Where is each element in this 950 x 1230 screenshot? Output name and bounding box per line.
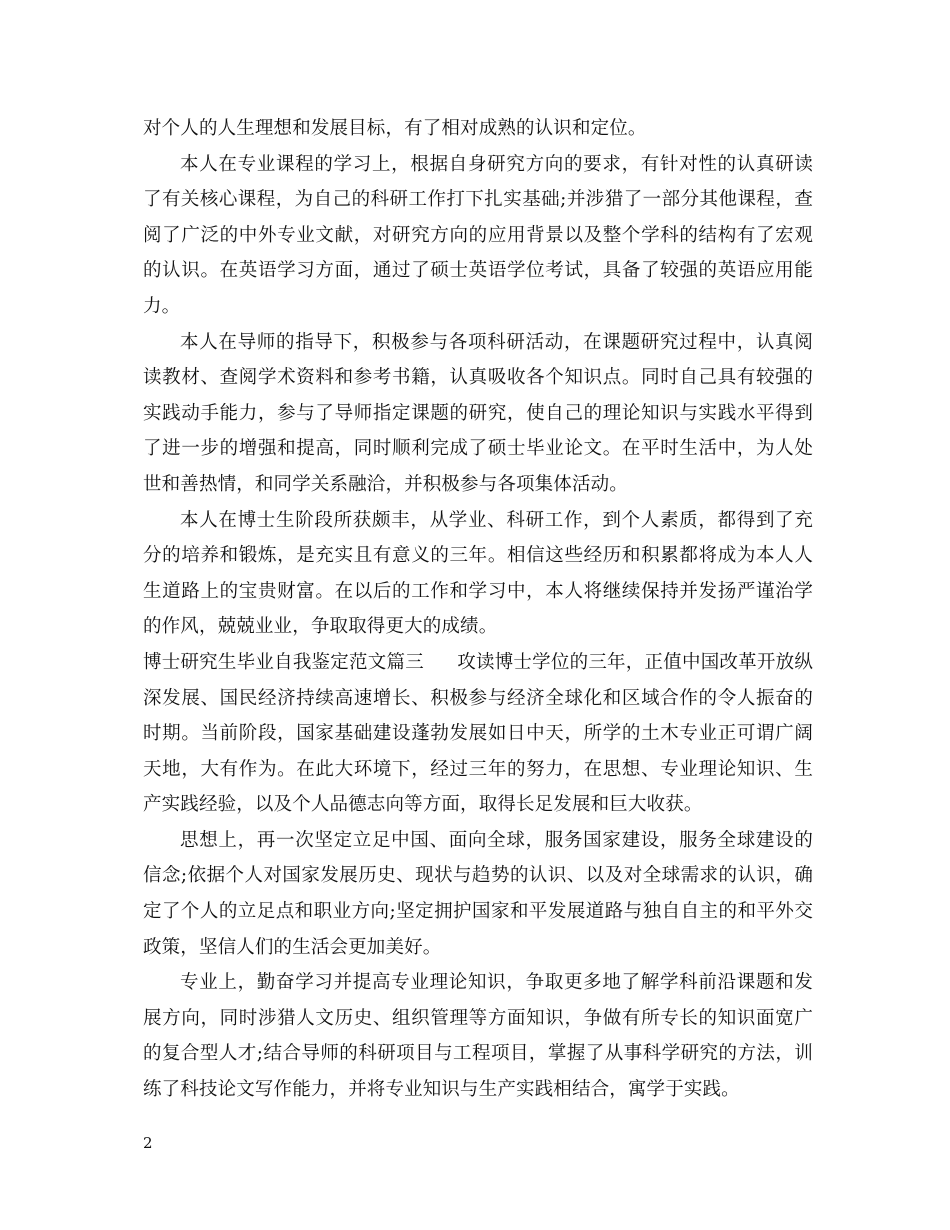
page-number: 2 <box>143 1134 153 1152</box>
section-heading: 博士研究生毕业自我鉴定范文篇三 <box>143 651 424 673</box>
paragraph-continuation: 对个人的人生理想和发展目标，有了相对成熟的认识和定位。 <box>143 118 647 139</box>
paragraph-ideology: 思想上，再一次坚定立足中国、面向全球，服务国家建设，服务全球建设的信念;依据个人对国家发展历史、现状与趋势的认识、以及对全球需求的认识，确定了个人的立足点和职业方向;坚定拥护国家和平发展道路与独自自主的和平外交政策，坚信人们的生活会更加美好。 <box>143 829 813 958</box>
paragraph-research-activities: 本人在导师的指导下，积极参与各项科研活动，在课题研究过程中，认真阅读教材、查阅学术资料和参考书籍，认真吸收各个知识点。同时自己具有较强的实践动手能力，参与了导师指定课题的研究，使自己的理论知识与实践水平得到了进一步的增强和提高，同时顺利完成了硕士毕业论文。在平时生活中，为人处世和善热情，和同学关系融洽，并积极参与各项集体活动。 <box>143 331 813 495</box>
paragraph-course-study: 本人在专业课程的学习上，根据自身研究方向的要求，有针对性的认真研读了有关核心课程，为自己的科研工作打下扎实基础;并涉猎了一部分其他课程，查阅了广泛的中外专业文献，对研究方向的应用背景以及整个学科的结构有了宏观的认识。在英语学习方面，通过了硕士英语学位考试，具备了较强的英语应用能力。 <box>143 153 813 317</box>
section-three-text: 攻读博士学位的三年，正值中国改革开放纵深发展、国民经济持续高速增长、积极参与经济全球化和区域合作的令人振奋的时期。当前阶段，国家基础建设蓬勃发展如日中天，所学的土木专业正可谓广阔天地，大有作为。在此大环境下，经过三年的努力，在思想、专业理论知识、生产实践经验，以及个人品德志向等方面，取得长足发展和巨大收获。 <box>143 651 813 816</box>
paragraph-professional: 专业上，勤奋学习并提高专业理论知识，争取更多地了解学科前沿课题和发展方向，同时涉猎人文历史、组织管理等方面知识，争做有所专长的知识面宽广的复合型人才;结合导师的科研项目与工程项目，掌握了从事科学研究的方法，训练了科技论文写作能力，并将专业知识与生产实践相结合，寓学于实践。 <box>143 972 813 1101</box>
paragraph-section-three <box>143 645 813 823</box>
document-body <box>143 111 813 1108</box>
paragraph-phd-summary: 本人在博士生阶段所获颇丰，从学业、科研工作，到个人素质，都得到了充分的培养和锻炼，是充实且有意义的三年。相信这些经历和积累都将成为本人人生道路上的宝贵财富。在以后的工作和学习中，本人将继续保持并发扬严谨治学的作风，兢兢业业，争取取得更大的成绩。 <box>143 509 813 638</box>
